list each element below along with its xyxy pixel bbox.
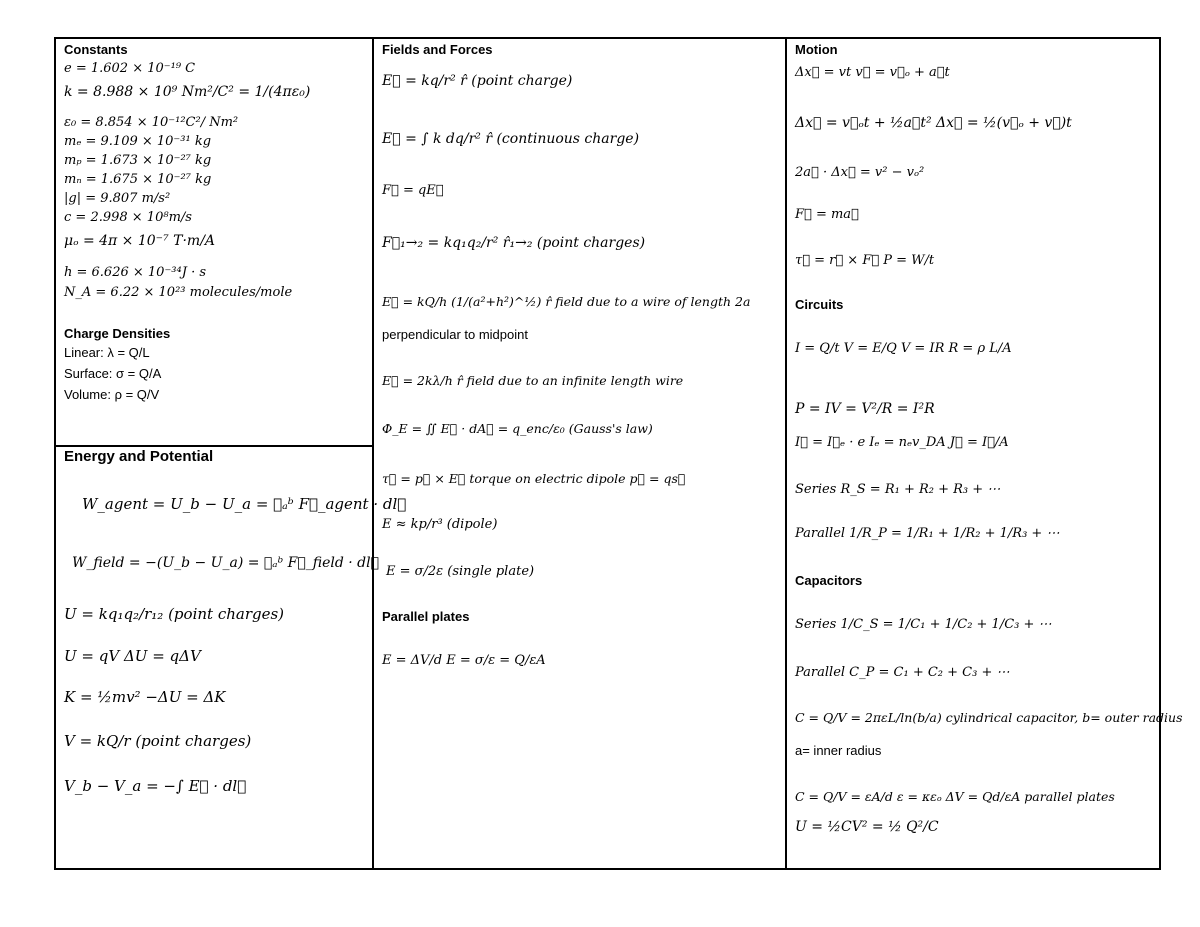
capacitor-energy: U = ½CV² = ½ Q²/C: [795, 819, 939, 835]
potential-energy-qv: U = qV ΔU = qΔV: [64, 647, 201, 665]
parallel-plate-capacitor: C = Q/V = εA/d ε = κεₒ ΔV = Qd/εA parallel plates: [795, 789, 1115, 804]
circuit-basics: I = Q/t V = E/Q V = IR R = ρ L/A: [795, 341, 1012, 356]
series-resistance: Series R_S = R₁ + R₂ + R₃ + ⋯: [795, 482, 1001, 497]
parallel-plates-title: Parallel plates: [382, 609, 470, 624]
constant-e: e = 1.602 × 10⁻¹⁹ C: [64, 61, 196, 76]
potential-difference: V_b − V_a = −∫ E⃗ · dl⃗: [64, 777, 247, 795]
motion-velocity: Δx⃗ = vt v⃗ = v⃗ₒ + a⃗t: [795, 65, 950, 80]
work-field: W_field = −(U_b − U_a) = ∮ₐᵇ F⃗_field · dl⃗: [72, 555, 379, 571]
constant-na: N_A = 6.22 × 10²³ molecules/mole: [64, 285, 293, 300]
circuit-power: P = IV = V²/R = I²R: [795, 401, 935, 417]
density-surface: Surface: σ = Q/A: [64, 366, 162, 381]
capacitors-title: Capacitors: [795, 573, 863, 588]
potential-energy-point: U = kq₁q₂/r₁₂ (point charges): [64, 605, 285, 623]
gauss-law: Φ_E = ∬ E⃗ · dA⃗ = q_enc/ε₀ (Gauss's law): [382, 421, 653, 436]
cylindrical-capacitor: C = Q/V = 2πεL/ln(b/a) cylindrical capacitor, b= outer radius: [795, 710, 1183, 725]
motion-displacement: Δx⃗ = v⃗ₒt + ½a⃗t² Δx⃗ = ½(v⃗ₒ + v⃗)t: [795, 115, 1072, 131]
torque-power: τ⃗ = r⃗ × F⃗ P = W/t: [795, 253, 935, 268]
formula-sheet: [54, 37, 1183, 870]
newton-second-law: F⃗ = ma⃗: [795, 207, 859, 222]
field-finite-wire: E⃗ = kQ/h (1/(a²+h²)^½) r̂ field due to a wire of length 2a: [382, 294, 751, 309]
field-finite-wire-note: perpendicular to midpoint: [382, 327, 528, 342]
dipole-torque: τ⃗ = p⃗ × E⃗ torque on electric dipole p⃗ = qs⃗: [382, 471, 686, 486]
work-agent: W_agent = U_b − U_a = ∮ₐᵇ F⃗_agent · dl⃗: [82, 495, 407, 513]
constant-mn: mₙ = 1.675 × 10⁻²⁷ kg: [64, 172, 212, 187]
motion-title: Motion: [795, 42, 838, 57]
constant-g: |g| = 9.807 m/s²: [64, 191, 171, 206]
current-density: I⃗ = I⃗ₑ · e Iₑ = nₑv_DA J⃗ = I⃗/A: [795, 435, 1009, 450]
potential-point: V = kQ/r (point charges): [64, 732, 252, 750]
constant-epsilon0: ε₀ = 8.854 × 10⁻¹²C²/ Nm²: [64, 115, 239, 130]
circuits-title: Circuits: [795, 297, 844, 312]
constant-mu0: μₒ = 4π × 10⁻⁷ T·m/A: [64, 233, 216, 249]
density-volume: Volume: ρ = Q/V: [64, 387, 160, 402]
column-constants-energy: [56, 39, 407, 868]
dipole-field: E ≈ kp/r³ (dipole): [382, 517, 498, 532]
force-qe: F⃗ = qE⃗: [382, 183, 444, 198]
energy-title: Energy and Potential: [64, 448, 214, 465]
parallel-capacitance: Parallel C_P = C₁ + C₂ + C₃ + ⋯: [795, 665, 1010, 680]
field-continuous-charge: E⃗ = ∫ k dq/r² r̂ (continuous charge): [382, 131, 640, 147]
motion-kinematic: 2a⃗ · Δx⃗ = v² − vₒ²: [795, 165, 925, 180]
series-capacitance: Series 1/C_S = 1/C₁ + 1/C₂ + 1/C₃ + ⋯: [795, 617, 1052, 632]
constant-k: k = 8.988 × 10⁹ Nm²/C² = 1/(4πε₀): [64, 84, 311, 100]
coulomb-force: F⃗₁→₂ = kq₁q₂/r² r̂₁→₂ (point charges): [382, 235, 646, 251]
column-motion-circuits: [787, 39, 1183, 868]
density-linear: Linear: λ = Q/L: [64, 345, 150, 360]
charge-densities-title: Charge Densities: [64, 326, 171, 341]
energy-box: [56, 445, 407, 868]
constant-me: mₑ = 9.109 × 10⁻³¹ kg: [64, 134, 212, 149]
kinetic-energy: K = ½mv² −ΔU = ΔK: [64, 688, 226, 706]
cylindrical-capacitor-note: a= inner radius: [795, 743, 882, 758]
field-infinite-wire: E⃗ = 2kλ/h r̂ field due to an infinite length wire: [382, 373, 684, 388]
constant-c: c = 2.998 × 10⁸m/s: [64, 210, 192, 225]
column-fields-forces: [374, 39, 787, 868]
fields-title: Fields and Forces: [382, 42, 493, 57]
parallel-resistance: Parallel 1/R_P = 1/R₁ + 1/R₂ + 1/R₃ + ⋯: [795, 526, 1060, 541]
constant-h: h = 6.626 × 10⁻³⁴J · s: [64, 265, 207, 280]
parallel-plates-field: E = ΔV/d E = σ/ε = Q/εA: [382, 653, 546, 668]
field-point-charge: E⃗ = kq/r² r̂ (point charge): [382, 73, 573, 89]
single-plate-field: E = σ/2ε (single plate): [386, 564, 535, 579]
constants-title: Constants: [64, 42, 128, 57]
constants-box: [56, 39, 372, 447]
constant-mp: mₚ = 1.673 × 10⁻²⁷ kg: [64, 153, 212, 168]
